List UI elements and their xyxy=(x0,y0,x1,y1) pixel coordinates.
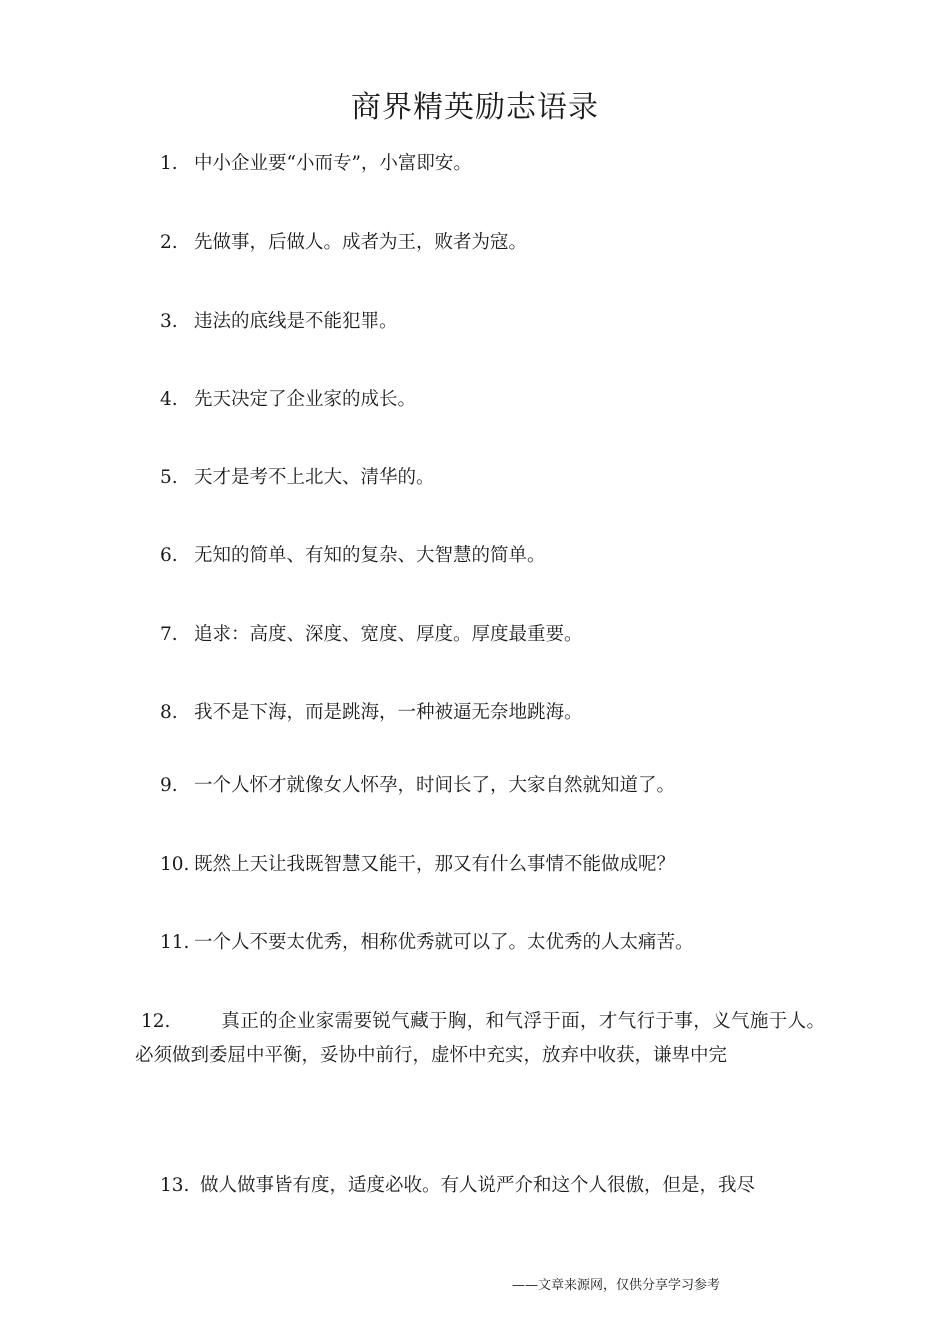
list-item xyxy=(160,230,527,256)
list-item xyxy=(135,1005,825,1073)
item-text: 无知的简单、有知的复杂、大智慧的简单。 xyxy=(194,545,546,566)
item-number: 1. xyxy=(160,153,178,174)
item-text: 先做事，后做人。成者为王，败者为寇。 xyxy=(194,232,528,253)
item-text: 真正的企业家需要锐气藏于胸，和气浮于面，才气行于事，义气施于人。必须做到委屈中平衡，妥协中前行，虚怀中充实，放弃中收获，谦卑中完 xyxy=(135,1011,825,1066)
list-item xyxy=(160,387,416,413)
list-item xyxy=(160,622,583,648)
item-text: 天才是考不上北大、清华的。 xyxy=(194,467,435,488)
footer-source-note: ——文章来源网，仅供分享学习参考 xyxy=(512,1278,721,1293)
list-item xyxy=(160,1173,755,1199)
item-number: 13. xyxy=(160,1175,190,1196)
item-text: 中小企业要“小而专”，小富即安。 xyxy=(194,153,472,174)
item-number: 8. xyxy=(160,702,178,723)
list-item xyxy=(160,465,435,491)
item-number: 6. xyxy=(160,545,178,566)
list-item xyxy=(160,309,398,335)
item-text: 追求：高度、深度、宽度、厚度。厚度最重要。 xyxy=(194,624,583,645)
item-number: 4. xyxy=(160,389,178,410)
item-text: 做人做事皆有度，适度必收。有人说严介和这个人很傲，但是，我尽 xyxy=(200,1175,756,1196)
page-title: 商界精英励志语录 xyxy=(351,90,599,125)
list-item xyxy=(160,151,472,177)
list-item xyxy=(160,773,675,799)
list-item xyxy=(160,543,546,569)
item-text: 一个人怀才就像女人怀孕，时间长了，大家自然就知道了。 xyxy=(194,775,676,796)
list-item xyxy=(160,852,675,878)
item-number: 10. xyxy=(160,854,190,875)
list-item xyxy=(160,930,694,956)
item-text: 先天决定了企业家的成长。 xyxy=(194,389,417,410)
item-number: 3. xyxy=(160,311,178,332)
item-number: 11. xyxy=(160,932,190,953)
list-item xyxy=(160,700,583,726)
item-text: 我不是下海，而是跳海，一种被逼无奈地跳海。 xyxy=(194,702,583,723)
item-number: 5. xyxy=(160,467,178,488)
item-text: 违法的底线是不能犯罪。 xyxy=(194,311,398,332)
item-number: 7. xyxy=(160,624,178,645)
item-number: 12. xyxy=(141,1011,171,1032)
item-text: 既然上天让我既智慧又能干，那又有什么事情不能做成呢？ xyxy=(194,854,676,875)
item-number: 2. xyxy=(160,232,178,253)
item-text: 一个人不要太优秀，相称优秀就可以了。太优秀的人太痛苦。 xyxy=(194,932,694,953)
item-number: 9. xyxy=(160,775,178,796)
